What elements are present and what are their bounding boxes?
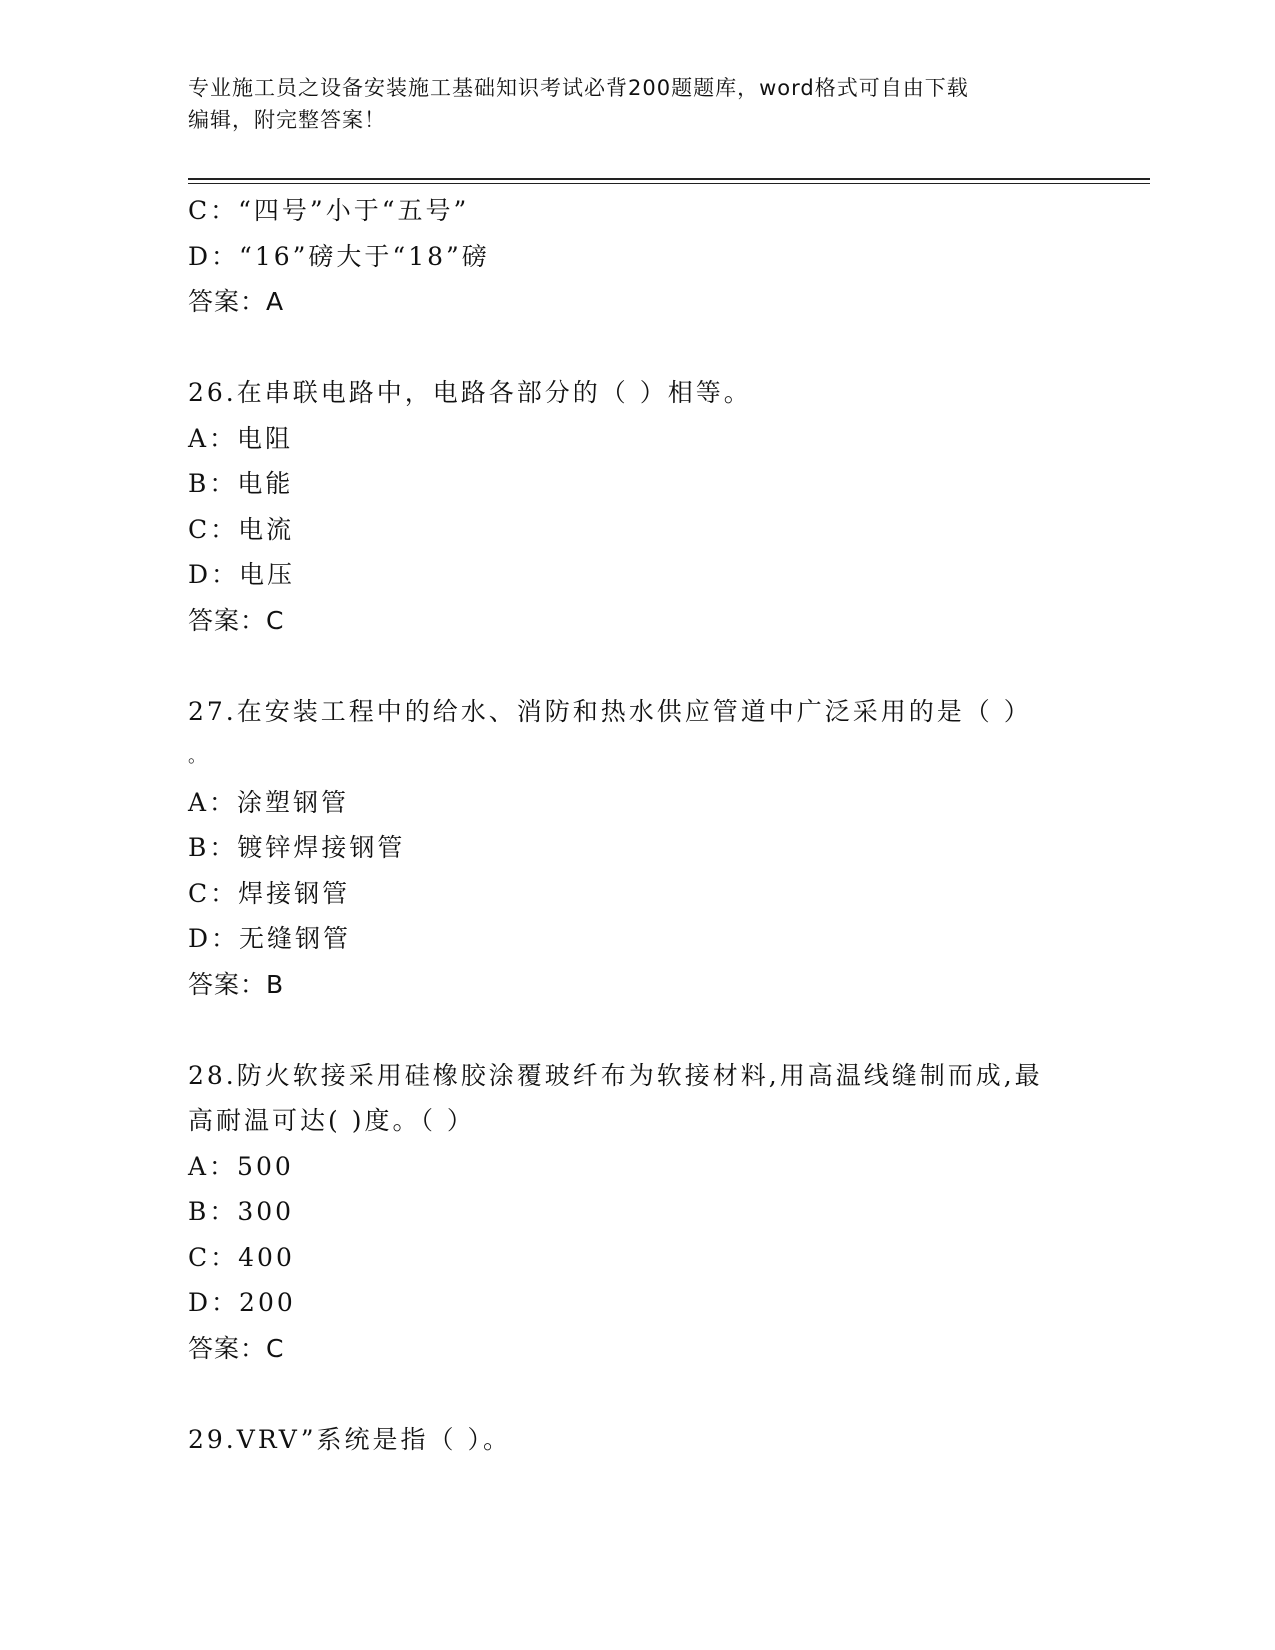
spacer — [188, 1371, 1088, 1417]
q26-answer: 答案：C — [188, 605, 285, 635]
q25-option-c: C：“四号”小于“五号” — [188, 196, 470, 225]
q25-option-d: D：“16”磅大于“18”磅 — [188, 241, 490, 271]
q28-option-b: B：300 — [188, 1197, 295, 1226]
q25-answer: 答案：A — [188, 287, 285, 316]
header-title-line-2: 编辑，附完整答案！ — [188, 108, 386, 132]
q26-option-b: B：电能 — [188, 469, 294, 498]
header-divider-top — [188, 178, 1150, 180]
q27-option-d: D：无缝钢管 — [188, 924, 352, 953]
q28-option-c: C：400 — [188, 1242, 295, 1272]
spacer — [188, 643, 1088, 689]
q26-option-a: A：电阻 — [188, 423, 294, 453]
question-list — [188, 188, 1088, 1462]
q28-stem-line-1: 28.防火软接采用硅橡胶涂覆玻纤布为软接材料,用高温线缝制而成,最 — [188, 1060, 1043, 1090]
spacer — [188, 325, 1088, 371]
header-divider-bottom — [188, 183, 1150, 184]
spacer — [188, 1007, 1088, 1053]
q27-stem-line-1: 27.在安装工程中的给水、消防和热水供应管道中广泛采用的是（ ） — [188, 696, 1032, 726]
q28-option-d: D：200 — [188, 1288, 296, 1317]
q28-stem-line-2: 高耐温可达( )度。（ ） — [188, 1106, 475, 1135]
q27-stem-line-2: 。 — [188, 746, 209, 767]
q27-answer: 答案：B — [188, 969, 285, 999]
q26-stem: 26.在串联电路中，电路各部分的（ ）相等。 — [188, 378, 752, 407]
q29-stem: 29.VRV”系统是指（ ）。 — [188, 1424, 511, 1454]
q27-option-a: A：涂塑钢管 — [188, 787, 350, 817]
document-header — [188, 72, 1088, 136]
q28-option-a: A：500 — [188, 1151, 294, 1181]
q26-option-d: D：电压 — [188, 560, 296, 589]
q26-option-c: C：电流 — [188, 514, 295, 544]
q28-answer: 答案：C — [188, 1333, 285, 1363]
q27-option-b: B：镀锌焊接钢管 — [188, 833, 406, 862]
q27-option-c: C：焊接钢管 — [188, 878, 351, 908]
header-title-line-1: 专业施工员之设备安装施工基础知识考试必背200题题库，word格式可自由下载 — [188, 76, 969, 100]
